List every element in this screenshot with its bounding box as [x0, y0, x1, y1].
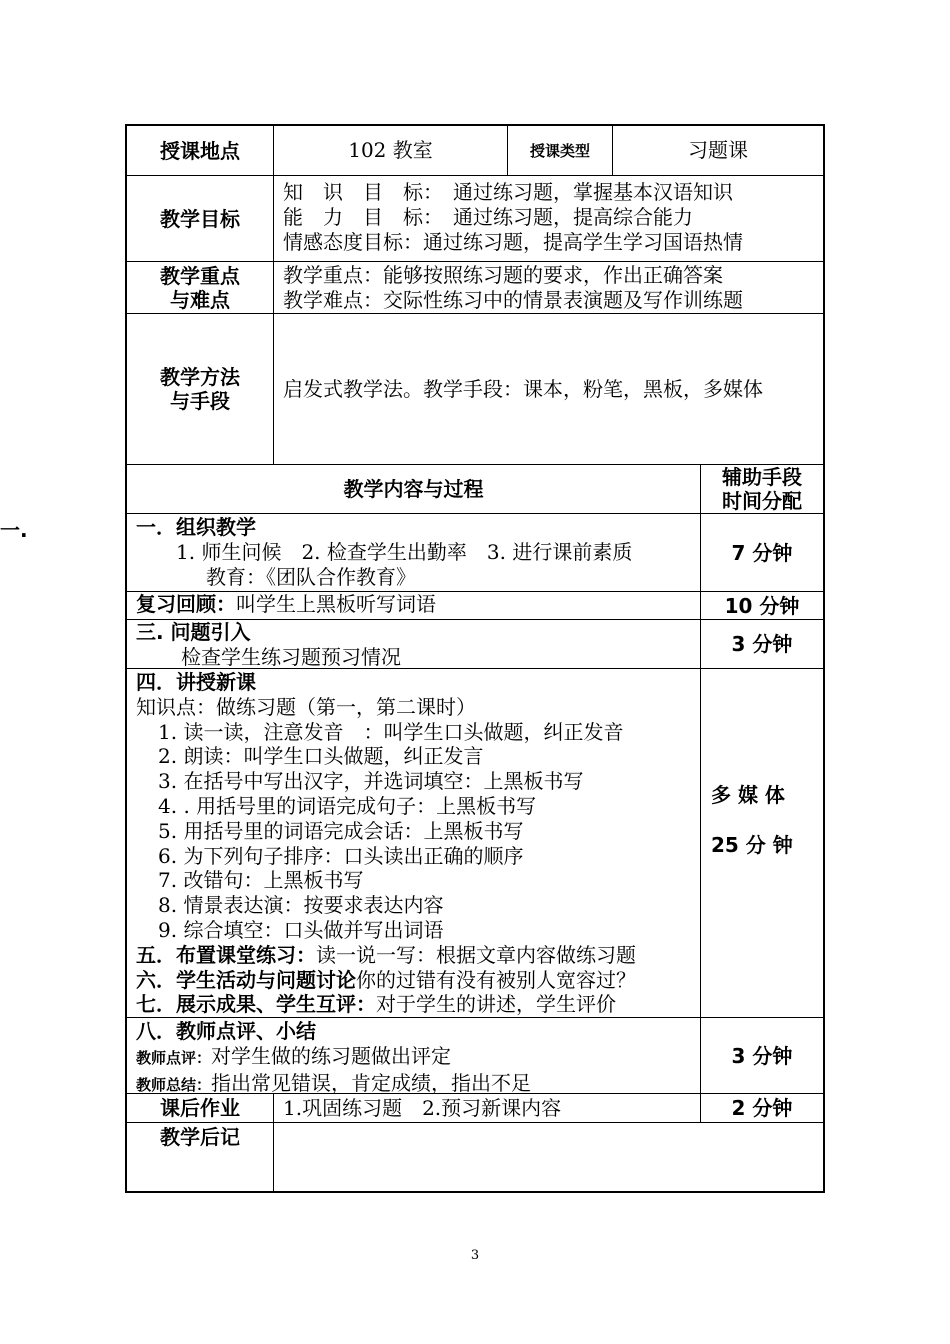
section-4-item: 4. . 用括号里的词语完成句子：上黑板书写 [158, 793, 537, 818]
content-header-side [701, 465, 823, 513]
section-8-line1 [136, 1044, 700, 1071]
section-8-label1: 教师点评： [136, 1048, 212, 1067]
focus-line-difficult: 教学难点：交际性练习中的情景表演题及写作训练题 [283, 287, 743, 312]
section-8-text2: 指出常见错误，肯定成绩，指出不足 [211, 1070, 532, 1095]
lesson-plan-table [125, 124, 825, 1193]
homework-label: 课后作业 [127, 1094, 274, 1122]
section-1-line1: 1. 师生问候 2. 检查学生出勤率 3. 进行课前素质 [176, 539, 633, 564]
location-label: 授课地点 [127, 126, 274, 175]
side-header-line2: 时间分配 [722, 489, 802, 513]
row-section-1 [127, 514, 823, 592]
section-4-content [127, 669, 701, 1017]
section-4-item: 8. 情景表达演：按要求表达内容 [158, 893, 444, 918]
section-3-text: 检查学生练习题预习情况 [181, 644, 401, 669]
section-3-time: 3 分钟 [731, 632, 793, 656]
section-8-time: 3 分钟 [731, 1043, 793, 1068]
goals-content [274, 176, 823, 261]
margin-mark: 一. [0, 518, 28, 542]
method-label-line1: 教学方法 [160, 365, 240, 389]
section-4-title: 四．讲授新课 [136, 670, 256, 694]
type-value: 习题课 [688, 138, 748, 163]
goal-line-ability: 能 力 目 标： 通过练习题，提高综合能力 [283, 204, 693, 229]
goals-label: 教学目标 [127, 176, 274, 261]
page-number: 3 [470, 1248, 480, 1263]
section-1-title: 一．组织教学 [136, 515, 256, 539]
section-1-time: 7 分钟 [731, 540, 793, 565]
content-header-title: 教学内容与过程 [127, 465, 701, 513]
section-1-line2: 教育：《团队合作教育》 [206, 564, 416, 589]
goal-line-attitude: 情感态度目标：通过练习题，提高学生学习国语热情 [283, 229, 743, 254]
section-4-side-media: 多 媒 体 [711, 783, 785, 807]
section-4-item: 3. 在括号中写出汉字，并选词填空：上黑板书写 [158, 769, 584, 794]
section-1-content [127, 514, 701, 591]
homework-content [274, 1094, 701, 1122]
focus-label-line1: 教学重点 [160, 263, 240, 288]
section-2-time: 10 分钟 [724, 593, 800, 618]
section-4-item: 1. 读一读，注意发音 ：叫学生口头做题，纠正发音 [158, 719, 624, 744]
row-section-3 [127, 620, 823, 669]
section-2-content [127, 592, 701, 619]
row-location [127, 126, 823, 176]
section-6-text: 你的过错有没有被别人宽容过？ [356, 967, 636, 992]
homework-text: 1.巩固练习题 2.预习新课内容 [283, 1095, 562, 1120]
section-6-line [136, 968, 700, 993]
section-4-item: 5. 用括号里的词语完成会话：上黑板书写 [158, 818, 524, 843]
method-content [274, 314, 823, 464]
section-2-title: 复习回顾： [136, 592, 236, 616]
section-8-title: 八．教师点评、小结 [136, 1019, 316, 1043]
notes-content [274, 1123, 823, 1191]
row-goals [127, 176, 823, 262]
section-6-title: 六．学生活动与问题讨论 [136, 967, 356, 992]
row-method [127, 314, 823, 465]
location-value: 102 教室 [274, 126, 508, 175]
method-label-line2: 与手段 [170, 389, 230, 413]
method-text: 启发式教学法。教学手段：课本，粉笔，黑板，多媒体 [283, 376, 763, 401]
section-4-intro: 知识点：做练习题（第一，第二课时） [136, 694, 476, 719]
method-label [127, 314, 274, 464]
section-3-title: 三. 问题引入 [136, 620, 251, 644]
section-4-side [701, 669, 823, 1017]
focus-label [127, 262, 274, 313]
type-label: 授课类型 [508, 126, 613, 175]
row-notes [127, 1123, 823, 1191]
section-4-item: 2. 朗读：叫学生口头做题，纠正发言 [158, 744, 484, 769]
section-7-line [136, 992, 700, 1017]
section-7-text: 对于学生的讲述，学生评价 [376, 992, 616, 1017]
row-homework [127, 1094, 823, 1123]
focus-content [274, 262, 823, 313]
row-content-header [127, 465, 823, 514]
row-section-2 [127, 592, 823, 620]
section-8-text1: 对学生做的练习题做出评定 [211, 1043, 452, 1068]
row-section-4 [127, 669, 823, 1018]
homework-time: 2 分钟 [731, 1096, 793, 1120]
section-5-title: 五．布置课堂练习： [136, 942, 316, 967]
row-section-8 [127, 1018, 823, 1094]
section-4-item: 7. 改错句：上黑板书写 [158, 868, 364, 893]
section-2-text: 叫学生上黑板听写词语 [236, 592, 436, 616]
notes-label: 教学后记 [127, 1123, 274, 1191]
section-5-text: 读一说一写：根据文章内容做练习题 [316, 942, 636, 967]
focus-line-key: 教学重点：能够按照练习题的要求，作出正确答案 [283, 263, 723, 287]
goal-line-knowledge: 知 识 目 标： 通过练习题，掌握基本汉语知识 [283, 180, 733, 204]
section-5-line [136, 943, 700, 968]
row-focus [127, 262, 823, 314]
section-7-title: 七．展示成果、学生互评： [136, 992, 376, 1017]
section-8-label2: 教师总结： [136, 1075, 212, 1094]
section-3-content [127, 620, 701, 668]
section-4-side-time: 25 分 钟 [711, 833, 793, 857]
section-4-item: 9. 综合填空：口头做并写出词语 [158, 917, 444, 942]
section-4-item: 6. 为下列句子排序：口头读出正确的顺序 [158, 843, 524, 868]
section-8-content [127, 1018, 701, 1093]
focus-label-line2: 与难点 [170, 287, 230, 312]
side-header-line1: 辅助手段 [722, 465, 802, 489]
